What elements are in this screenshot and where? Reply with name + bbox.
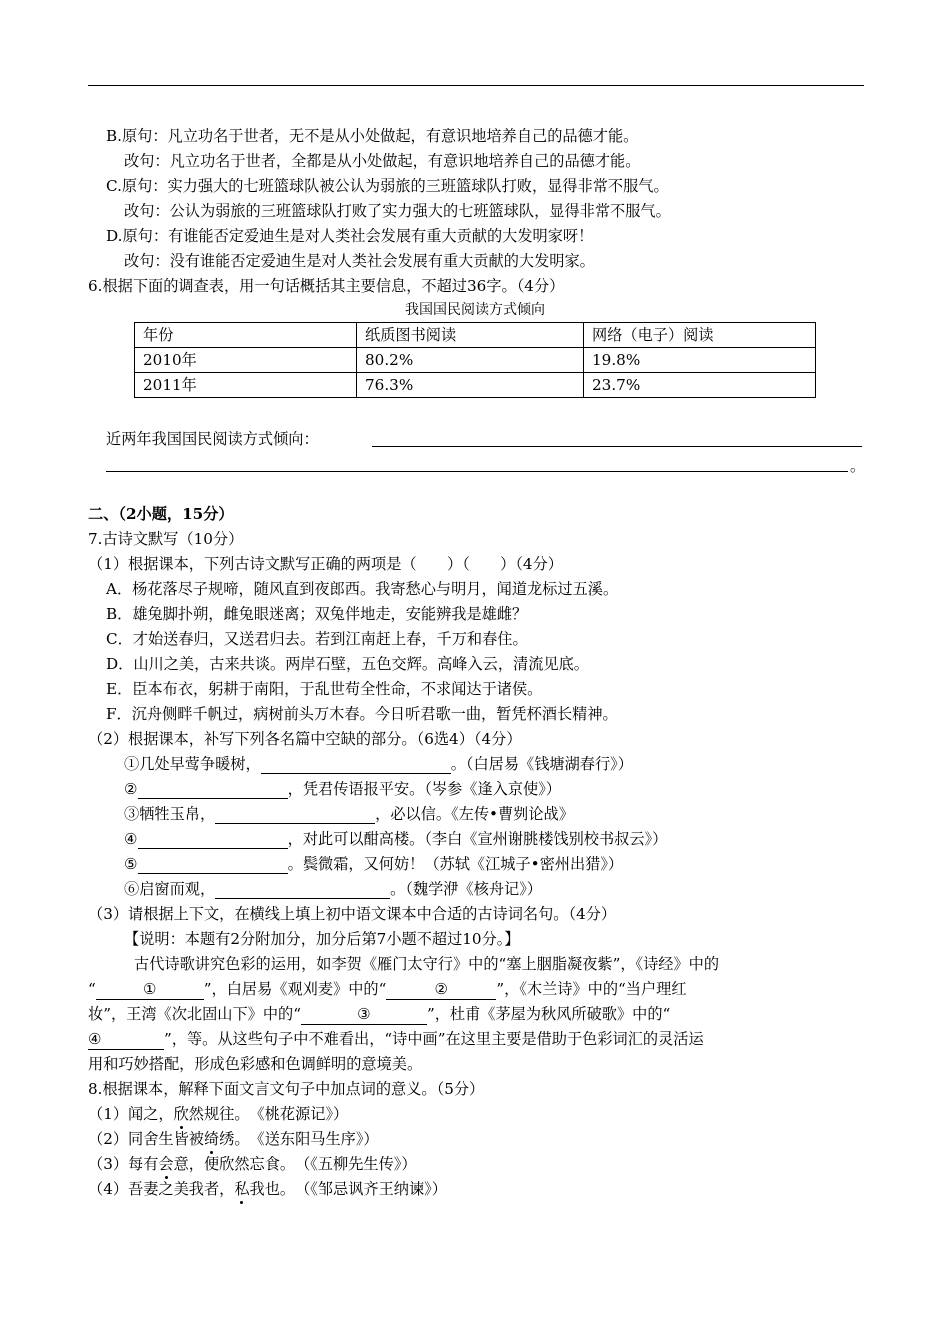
paragraph-text: ”，等。从这些句子中不难看出，“诗中画”在这里主要是借助于色彩词汇的灵活运 <box>164 1030 704 1048</box>
q8-item-1 <box>88 1104 348 1124</box>
paragraph-text: ”，《木兰诗》中的“当户理红 <box>496 980 687 998</box>
q8-text: 然规往。 《桃花源记》） <box>188 1105 349 1123</box>
q7-option-d: D．山川之美，古来共谈。两岸石壁，五色交辉。高峰入云，清流见底。 <box>106 655 589 673</box>
fill-item-4 <box>124 829 667 849</box>
q6-stem: 6.根据下面的调查表，用一句话概括其主要信息，不超过36字。（4分） <box>88 277 565 295</box>
q5-d-revised: 改句：没有谁能否定爱迪生是对人类社会发展有重大贡献的大发明家。 <box>124 252 595 270</box>
q5-c-original: C.原句：实力强大的七班篮球队被公认为弱旅的三班篮球队打败，显得非常不服气。 <box>106 177 669 195</box>
poem-blank-2[interactable]: ② <box>386 979 496 1000</box>
q8-stem: 8.根据课本，解释下面文言文句子中加点词的意义。（5分） <box>88 1080 485 1098</box>
q7-option-f: F．沉舟侧畔千帆过，病树前头万木春。今日听君歌一曲，暂凭杯酒长精神。 <box>106 705 618 723</box>
fill-blank[interactable] <box>261 756 451 774</box>
q8-text: （4）吾妻之美我者， <box>88 1180 235 1198</box>
dotted-word: 欣 <box>173 1105 189 1123</box>
table-cell: 19.8% <box>584 348 816 373</box>
section-title: 二、（2小题，15分） <box>88 505 234 523</box>
q5-b-revised: 改句：凡立功名于世者，全都是从小处做起，有意识地培养自己的品德才能。 <box>124 152 641 170</box>
quote-mark: “ <box>88 980 96 998</box>
fill-text: ② <box>124 780 138 798</box>
fill-text: ，对此可以酣高楼。（李白《宣州谢朓楼饯别校书叔云》） <box>287 830 668 848</box>
fill-text: ④ <box>124 830 138 848</box>
q7-option-a: A．杨花落尽子规啼，随风直到夜郎西。我寄愁心与明月，闻道龙标过五溪。 <box>106 580 619 598</box>
fill-text: 。鬓微霜，又何妨！（苏轼《江城子•密州出猎》） <box>287 855 624 873</box>
table-cell: 23.7% <box>584 373 816 398</box>
table-row <box>135 373 816 398</box>
fill-item-3 <box>124 804 574 824</box>
paragraph-line-4 <box>88 1029 704 1050</box>
q7-stem: 7.古诗文默写（10分） <box>88 530 244 548</box>
table-cell: 2010年 <box>135 348 357 373</box>
q8-item-3 <box>88 1154 417 1174</box>
fill-blank[interactable] <box>138 781 288 799</box>
paragraph-line-5: 用和巧妙搭配，形成色彩感和色调鲜明的意境美。 <box>88 1055 423 1073</box>
fill-item-2 <box>124 779 561 799</box>
q8-text: 绣。 《送东阳马生序》） <box>219 1130 379 1148</box>
fill-text: ③牺牲玉帛， <box>124 805 216 823</box>
header-rule <box>88 85 864 86</box>
q7-part2-stem: （2）根据课本，补写下列各名篇中空缺的部分。（6选4）（4分） <box>88 730 522 748</box>
table-header-cell: 网络（电子）阅读 <box>584 323 816 348</box>
fill-text: ⑥启窗而观， <box>124 880 216 898</box>
fill-item-1 <box>124 754 633 774</box>
table-cell: 80.2% <box>357 348 584 373</box>
table-cell: 2011年 <box>135 373 357 398</box>
table-header-row <box>135 323 816 348</box>
q8-text: （3）每有 <box>88 1155 159 1173</box>
q5-b-original: B.原句：凡立功名于世者，无不是从小处做起，有意识地培养自己的品德才能。 <box>106 127 639 145</box>
paragraph-text: ”，白居易《观刈麦》中的“ <box>203 980 387 998</box>
q6-answer-line-1[interactable] <box>372 446 862 447</box>
fill-text: ⑤ <box>124 855 138 873</box>
table-caption: 我国国民阅读方式倾向 <box>405 302 545 318</box>
fill-blank[interactable] <box>215 806 375 824</box>
survey-table <box>134 322 816 398</box>
dotted-word: 私 <box>234 1180 250 1198</box>
q5-d-original: D.原句：有谁能否定爱迪生是对人类社会发展有重大贡献的大发明家呀！ <box>106 227 594 245</box>
table-header-cell: 年份 <box>135 323 357 348</box>
poem-blank-4[interactable]: ④ <box>88 1029 164 1050</box>
poem-blank-3[interactable]: ③ <box>301 1004 427 1025</box>
fill-text: 。（魏学洢《核舟记》） <box>390 880 542 898</box>
q7-option-c: C．才始送春归，又送君归去。若到江南赶上春，千万和春住。 <box>106 630 528 648</box>
q8-item-4 <box>88 1179 447 1199</box>
fill-text: ，必以信。《左传•曹刿论战》 <box>375 805 574 823</box>
q8-text: 意，便欣然忘食。 （《五柳先生传》） <box>173 1155 417 1173</box>
paragraph-line-2 <box>88 979 687 1000</box>
q6-period: 。 <box>850 457 866 475</box>
fill-item-6 <box>124 879 542 899</box>
q8-text: （1）闻之， <box>88 1105 174 1123</box>
fill-blank[interactable] <box>215 881 390 899</box>
paragraph-text: ”，杜甫《茅屋为秋风所破歌》中的“ <box>426 1005 671 1023</box>
dotted-word: 绮 <box>203 1130 220 1148</box>
q7-option-e: E．臣本布衣，躬耕于南阳，于乱世苟全性命，不求闻达于诸侯。 <box>106 680 543 698</box>
q8-text: （2）同舍生皆被 <box>88 1130 204 1148</box>
q8-item-2 <box>88 1129 379 1149</box>
dotted-word: 会 <box>158 1155 174 1173</box>
q7-part3-stem: （3）请根据上下文，在横线上填上初中语文课本中合适的古诗词名句。（4分） <box>88 905 617 923</box>
fill-blank[interactable] <box>138 856 288 874</box>
fill-text: ①几处早莺争暖树， <box>124 755 261 773</box>
fill-blank[interactable] <box>138 831 288 849</box>
fill-text: ，凭君传语报平安。（岑参《逢入京使》） <box>287 780 561 798</box>
table-cell: 76.3% <box>357 373 584 398</box>
q7-note: 【说明：本题有2分附加分，加分后第7小题不超过10分。】 <box>124 930 520 948</box>
poem-blank-1[interactable]: ① <box>96 979 204 1000</box>
paragraph-line-3 <box>88 1004 670 1025</box>
q6-answer-line-2[interactable] <box>106 471 848 472</box>
table-row <box>135 348 816 373</box>
fill-text: 。（白居易《钱塘湖春行》） <box>450 755 633 773</box>
q7-option-b: B．雄兔脚扑朔，雌兔眼迷离；双兔伴地走，安能辨我是雄雌？ <box>106 605 528 623</box>
table-header-cell: 纸质图书阅读 <box>357 323 584 348</box>
paragraph-text: 妆”，王湾《次北固山下》中的“ <box>88 1005 301 1023</box>
q6-answer-prompt: 近两年我国国民阅读方式倾向： <box>106 430 319 448</box>
q7-part1-stem: （1）根据课本，下列古诗文默写正确的两项是（ ）（ ）（4分） <box>88 555 563 573</box>
q8-text: 我也。 （《邹忌讽齐王纳谏》） <box>249 1180 447 1198</box>
q5-c-revised: 改句：公认为弱旅的三班篮球队打败了实力强大的七班篮球队，显得非常不服气。 <box>124 202 671 220</box>
fill-item-5 <box>124 854 623 874</box>
paragraph-line-1: 古代诗歌讲究色彩的运用，如李贺《雁门太守行》中的“塞上胭脂凝夜紫”，《诗经》中的 <box>134 955 720 973</box>
